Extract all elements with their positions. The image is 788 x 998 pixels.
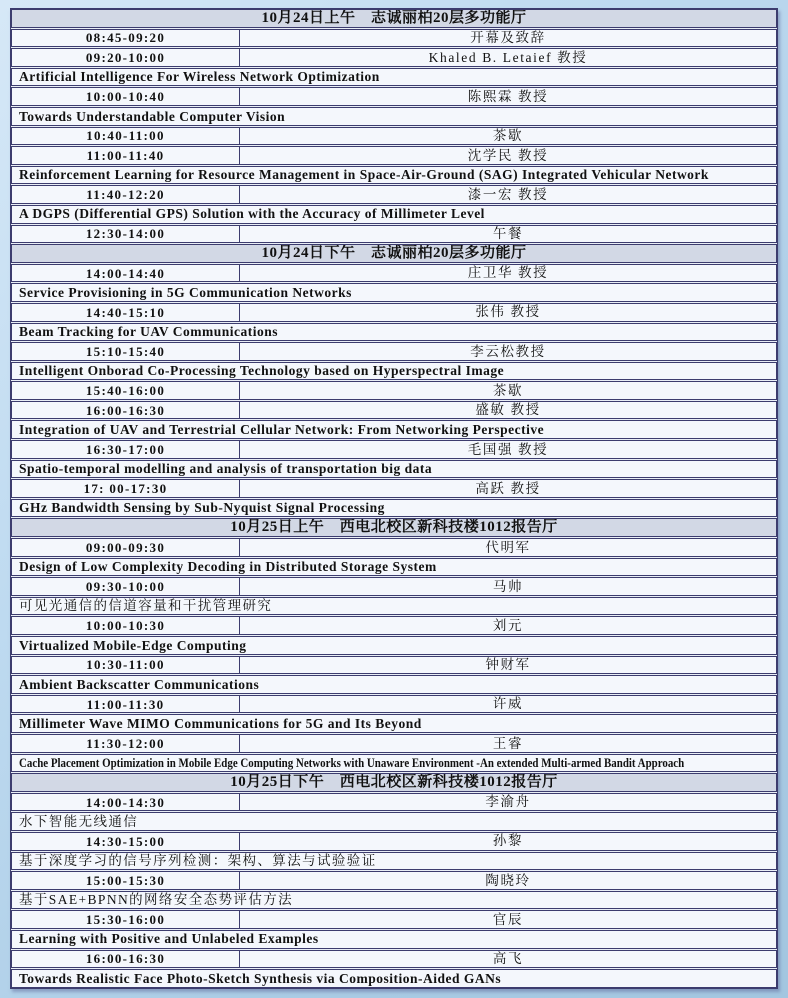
speaker-cell: 马帅 — [492, 578, 524, 594]
speaker-cell: 王睿 — [492, 735, 524, 751]
speaker-cell: 官辰 — [492, 911, 524, 927]
talk-title: 基于深度学习的信号序列检测：架构、算法与试验验证 — [19, 853, 377, 869]
schedule-row — [11, 29, 777, 48]
talk-title: Service Provisioning in 5G Communication Networks — [19, 284, 352, 300]
talk-title-row — [11, 166, 777, 185]
speaker-cell: 代明军 — [485, 539, 531, 555]
schedule-row — [11, 950, 777, 969]
time-cell: 14:00-14:30 — [12, 794, 240, 811]
schedule-row — [11, 381, 777, 400]
speaker-cell: 茶歇 — [492, 382, 524, 398]
schedule-row — [11, 695, 777, 714]
talk-title: Design of Low Complexity Decoding in Distributed Storage System — [19, 559, 437, 575]
schedule-row — [11, 342, 777, 361]
time-cell: 15:30-16:00 — [12, 911, 240, 928]
talk-title-row — [11, 636, 777, 655]
talk-title: Spatio-temporal modelling and analysis of transportation big data — [19, 461, 433, 477]
schedule-row — [11, 87, 777, 106]
talk-title: A DGPS (Differential GPS) Solution with the Accuracy of Millimeter Level — [19, 206, 485, 222]
talk-title-row — [11, 558, 777, 577]
time-cell: 11:40-12:20 — [12, 186, 240, 203]
session-header: 10月25日下午 西电北校区新科技楼1012报告厅 — [11, 773, 777, 792]
talk-title: Cache Placement Optimization in Mobile Edge Computing Networks with Unaware Environment -An extended Multi-armed Bandit Approach — [19, 755, 685, 771]
talk-title: GHz Bandwidth Sensing by Sub-Nyquist Signal Processing — [19, 500, 385, 516]
speaker-cell: 漆一宏 教授 — [467, 186, 549, 202]
talk-title-row — [11, 460, 777, 479]
time-cell: 16:30-17:00 — [12, 441, 240, 458]
talk-title-row — [11, 969, 777, 988]
time-cell: 11:00-11:30 — [12, 696, 240, 713]
schedule-row — [11, 225, 777, 244]
schedule-row — [11, 264, 777, 283]
talk-title-row — [11, 812, 777, 831]
time-cell: 11:30-12:00 — [12, 735, 240, 752]
speaker-cell: 李云松教授 — [470, 343, 546, 359]
talk-title-row — [11, 323, 777, 342]
talk-title-row — [11, 283, 777, 302]
talk-title-row — [11, 891, 777, 910]
talk-title-row — [11, 754, 777, 773]
schedule-row — [11, 577, 777, 596]
talk-title: Artificial Intelligence For Wireless Network Optimization — [19, 69, 380, 85]
time-cell: 14:00-14:40 — [12, 265, 240, 282]
speaker-cell: 许威 — [492, 696, 524, 712]
time-cell: 10:00-10:40 — [12, 88, 240, 105]
speaker-cell: 刘元 — [492, 617, 524, 633]
schedule-row — [11, 656, 777, 675]
speaker-cell: 茶歇 — [492, 128, 524, 144]
session-header: 10月24日上午 志诚丽柏20层多功能厅 — [11, 9, 777, 28]
speaker-cell: 钟财军 — [485, 657, 531, 673]
talk-title: Towards Understandable Computer Vision — [19, 108, 286, 124]
time-cell: 16:00-16:30 — [12, 951, 240, 968]
talk-title: 可见光通信的信道容量和干扰管理研究 — [19, 598, 273, 614]
talk-title-row — [11, 362, 777, 381]
time-cell: 09:30-10:00 — [12, 578, 240, 595]
time-cell: 09:00-09:30 — [12, 539, 240, 556]
speaker-cell: 孙黎 — [492, 833, 524, 849]
schedule-row — [11, 538, 777, 557]
talk-title: 基于SAE+BPNN的网络安全态势评估方法 — [19, 892, 294, 908]
schedule-row — [11, 127, 777, 146]
schedule-row — [11, 734, 777, 753]
talk-title: Towards Realistic Face Photo-Sketch Synthesis via Composition-Aided GANs — [19, 970, 502, 986]
time-cell: 10:00-10:30 — [12, 617, 240, 634]
speaker-cell: 李渝舟 — [485, 794, 531, 810]
schedule-row — [11, 146, 777, 165]
speaker-cell: 庄卫华 教授 — [467, 265, 549, 281]
time-cell: 16:00-16:30 — [12, 402, 240, 419]
speaker-cell: 张伟 教授 — [475, 304, 541, 320]
schedule-row — [11, 793, 777, 812]
talk-title: Reinforcement Learning for Resource Management in Space-Air-Ground (SAG) Integrated Vehicular Network — [19, 167, 709, 183]
schedule-row — [11, 440, 777, 459]
talk-title: Virtualized Mobile-Edge Computing — [19, 637, 247, 653]
talk-title-row — [11, 420, 777, 439]
talk-title-row — [11, 499, 777, 518]
speaker-cell: 沈学民 教授 — [467, 147, 549, 163]
speaker-cell: Khaled B. Letaief 教授 — [428, 49, 588, 65]
speaker-cell: 午餐 — [492, 226, 524, 242]
time-cell: 15:40-16:00 — [12, 382, 240, 399]
schedule-row — [11, 616, 777, 635]
time-cell: 14:30-15:00 — [12, 833, 240, 850]
schedule-row — [11, 185, 777, 204]
talk-title-row — [11, 205, 777, 224]
schedule-row — [11, 832, 777, 851]
time-cell: 12:30-14:00 — [12, 226, 240, 243]
talk-title-row — [11, 675, 777, 694]
session-header: 10月24日下午 志诚丽柏20层多功能厅 — [11, 244, 777, 263]
time-cell: 09:20-10:00 — [12, 49, 240, 66]
schedule-row — [11, 910, 777, 929]
schedule-row — [11, 401, 777, 420]
conference-schedule-table — [10, 8, 778, 989]
talk-title: Millimeter Wave MIMO Communications for 5G and Its Beyond — [19, 715, 422, 731]
speaker-cell: 高飞 — [492, 951, 524, 967]
speaker-cell: 盛敏 教授 — [475, 402, 541, 418]
schedule-row — [11, 871, 777, 890]
speaker-cell: 开幕及致辞 — [470, 30, 546, 46]
talk-title-row — [11, 852, 777, 871]
time-cell: 14:40-15:10 — [12, 304, 240, 321]
talk-title: Intelligent Onborad Co-Processing Technology based on Hyperspectral Image — [19, 363, 505, 379]
time-cell: 08:45-09:20 — [12, 30, 240, 47]
time-cell: 17: 00-17:30 — [12, 480, 240, 497]
talk-title: Learning with Positive and Unlabeled Examples — [19, 931, 319, 947]
talk-title-row — [11, 930, 777, 949]
talk-title-row — [11, 68, 777, 87]
talk-title: 水下智能无线通信 — [19, 813, 139, 829]
time-cell: 10:30-11:00 — [12, 657, 240, 674]
time-cell: 11:00-11:40 — [12, 147, 240, 164]
talk-title: Ambient Backscatter Communications — [19, 676, 260, 692]
time-cell: 15:00-15:30 — [12, 872, 240, 889]
talk-title-row — [11, 714, 777, 733]
speaker-cell: 高跃 教授 — [475, 480, 541, 496]
schedule-row — [11, 48, 777, 67]
talk-title-row — [11, 597, 777, 616]
talk-title: Beam Tracking for UAV Communications — [19, 324, 279, 340]
speaker-cell: 陶晓玲 — [485, 872, 531, 888]
schedule-row — [11, 303, 777, 322]
speaker-cell: 毛国强 教授 — [467, 441, 549, 457]
session-header: 10月25日上午 西电北校区新科技楼1012报告厅 — [11, 518, 777, 537]
talk-title: Integration of UAV and Terrestrial Cellular Network: From Networking Perspective — [19, 422, 545, 438]
time-cell: 15:10-15:40 — [12, 343, 240, 360]
time-cell: 10:40-11:00 — [12, 128, 240, 145]
talk-title-row — [11, 107, 777, 126]
speaker-cell: 陈熙霖 教授 — [467, 88, 549, 104]
schedule-row — [11, 479, 777, 498]
